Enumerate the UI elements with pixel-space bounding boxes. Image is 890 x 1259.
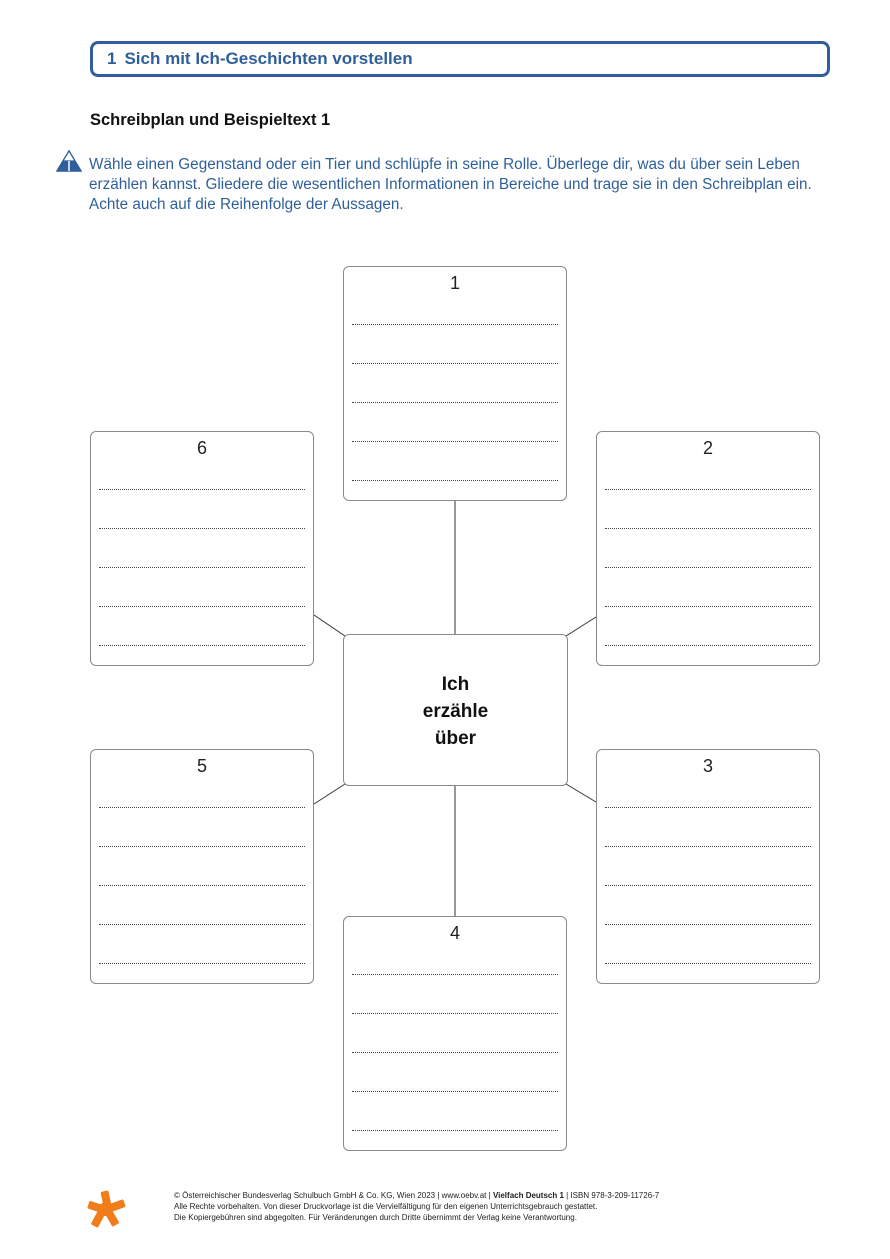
writing-line[interactable] — [605, 807, 811, 808]
box-number: 6 — [196, 438, 207, 458]
writing-box-4 — [343, 916, 567, 1151]
center-topic-box — [343, 634, 568, 786]
box-number: 1 — [449, 273, 460, 293]
writing-line[interactable] — [99, 807, 305, 808]
box-number: 3 — [702, 756, 713, 776]
footer-line-2: Alle Rechte vorbehalten. Von dieser Druckvorlage ist die Vervielfältigung für den eigenen Unterrichtsgebrauch gestattet. — [174, 1202, 598, 1211]
center-line-1: Ich — [441, 673, 470, 695]
writing-line[interactable] — [99, 846, 305, 847]
writing-line[interactable] — [352, 441, 558, 442]
writing-box-1 — [343, 266, 567, 501]
writing-line[interactable] — [605, 567, 811, 568]
footer-isbn: | ISBN 978-3-209-11726-7 — [563, 1191, 660, 1200]
center-label — [423, 671, 488, 752]
writing-line[interactable] — [605, 924, 811, 925]
writing-line[interactable] — [352, 974, 558, 975]
writing-line[interactable] — [99, 645, 305, 646]
footer-book-title: Vielfach Deutsch 1 — [492, 1191, 564, 1200]
writing-line[interactable] — [605, 528, 811, 529]
page-subtitle: Schreibplan und Beispieltext 1 — [90, 111, 331, 129]
writing-line[interactable] — [352, 1052, 558, 1053]
writing-line[interactable] — [352, 363, 558, 364]
writing-line[interactable] — [99, 963, 305, 964]
writing-line[interactable] — [352, 1130, 558, 1131]
writing-line[interactable] — [99, 924, 305, 925]
writing-line[interactable] — [99, 528, 305, 529]
writing-line[interactable] — [605, 606, 811, 607]
writing-line[interactable] — [99, 567, 305, 568]
writing-line[interactable] — [605, 963, 811, 964]
writing-box-3 — [596, 749, 820, 984]
center-line-3: über — [434, 727, 477, 749]
writing-line[interactable] — [605, 645, 811, 646]
writing-line[interactable] — [605, 489, 811, 490]
writing-line[interactable] — [352, 1013, 558, 1014]
writing-line[interactable] — [605, 846, 811, 847]
writing-line[interactable] — [605, 885, 811, 886]
writing-line[interactable] — [99, 489, 305, 490]
footer — [174, 1190, 814, 1223]
writing-line[interactable] — [352, 480, 558, 481]
chapter-number: 1 — [107, 49, 117, 68]
box-number: 2 — [702, 438, 713, 458]
writing-box-2 — [596, 431, 820, 666]
box-number: 5 — [196, 756, 207, 776]
writing-line[interactable] — [352, 402, 558, 403]
footer-publisher: © Österreichischer Bundesverlag Schulbuch GmbH & Co. KG, Wien 2023 | www.oebv.at | — [174, 1191, 493, 1200]
writing-box-6 — [90, 431, 314, 666]
writing-line[interactable] — [99, 885, 305, 886]
task-instructions: Wähle einen Gegenstand oder ein Tier und schlüpfe in seine Rolle. Überlege dir, was du über sein Leben erzählen kannst. Gliedere die wesentlichen Informationen in Bereiche und trage sie in den Schreibplan ein. Achte auch auf die Reihenfolge der Aussagen. — [89, 156, 812, 213]
footer-line-3: Die Kopiergebühren sind abgegolten. Für Veränderungen durch Dritte übernimmt der Verlag keine Verantwortung. — [174, 1213, 577, 1222]
writing-line[interactable] — [352, 324, 558, 325]
box-number: 4 — [449, 923, 460, 943]
publisher-logo-icon — [86, 1189, 126, 1229]
footer-line-1 — [174, 1190, 814, 1201]
center-line-2: erzähle — [422, 700, 489, 722]
writing-line[interactable] — [99, 606, 305, 607]
chapter-title: Sich mit Ich-Geschichten vorstellen — [124, 49, 413, 68]
writing-box-5 — [90, 749, 314, 984]
writing-line[interactable] — [352, 1091, 558, 1092]
